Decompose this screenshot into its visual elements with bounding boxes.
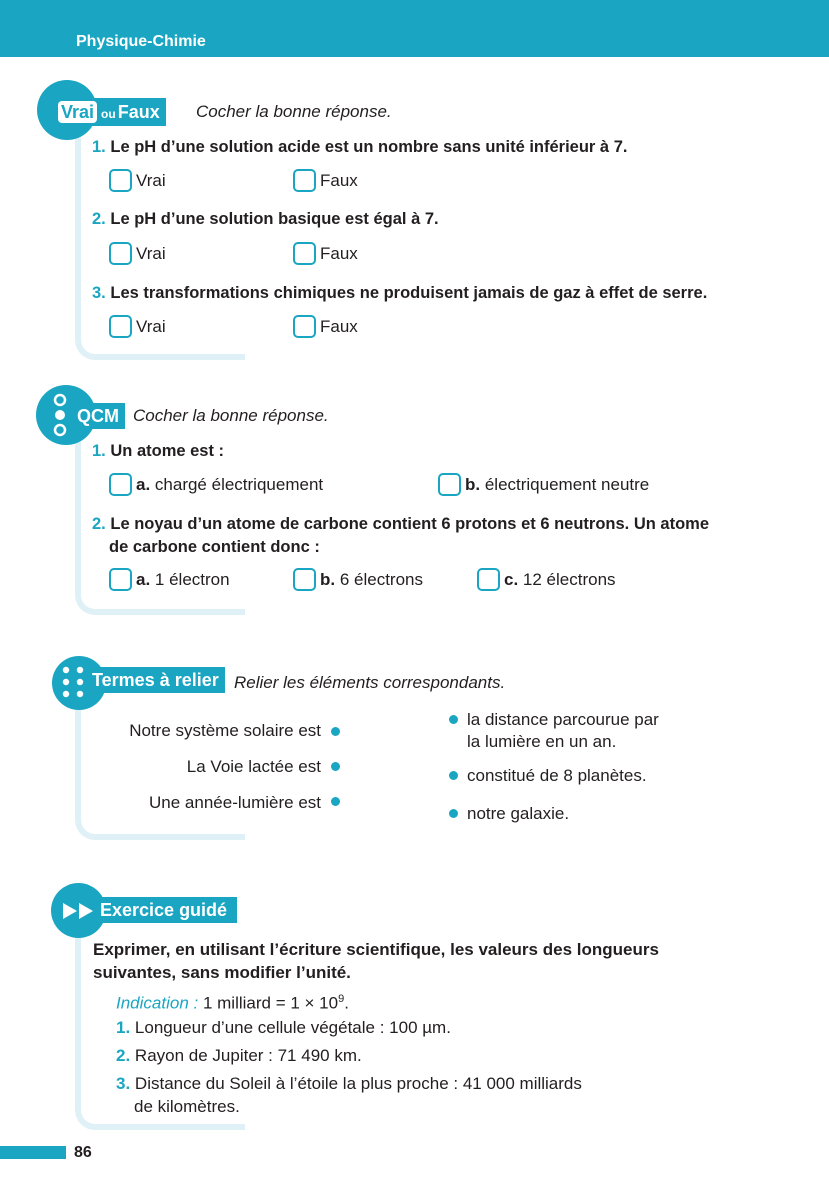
checkbox[interactable] [109, 169, 132, 192]
qcm-options-icon [50, 392, 70, 443]
vrai-faux-badge [52, 98, 166, 126]
relier-right-3: notre galaxie. [467, 804, 570, 823]
qcm-instruction: Cocher la bonne réponse. [133, 406, 329, 425]
relier-left-dot-3[interactable] [331, 797, 340, 806]
badge-ou: ou [101, 107, 116, 121]
vf-question-3: 3. Les transformations chimiques ne produisent jamais de gaz à effet de serre. [92, 284, 708, 302]
relier-left-dot-2[interactable] [331, 762, 340, 771]
checkbox[interactable] [109, 473, 132, 496]
relier-right-2: constitué de 8 planètes. [467, 766, 647, 785]
relier-badge: Termes à relier [86, 667, 225, 693]
relier-right-dot-2[interactable] [449, 771, 458, 780]
fast-forward-icon [63, 901, 97, 926]
page-number: 86 [74, 1144, 92, 1161]
exercice-item-1: 1. Longueur d’une cellule végétale : 100 µm. [116, 1018, 451, 1037]
qcm-badge: QCM [71, 403, 125, 429]
qcm-question-2: 2. Le noyau d’un atome de carbone contient 6 protons et 6 neutrons. Un atome de carbone contient donc : [92, 515, 710, 556]
checkbox[interactable] [109, 315, 132, 338]
checkbox[interactable] [293, 315, 316, 338]
header-bar [0, 0, 829, 57]
exercice-indication: Indication : 1 milliard = $1 \times 10^9$. [116, 993, 349, 1013]
exercice-statement: Exprimer, en utilisant l’écriture scientifique, les valeurs des longueurs suivantes, sans modifier l’unité. [93, 940, 659, 982]
relier-right-dot-3[interactable] [449, 809, 458, 818]
qcm-question-1: 1. Un atome est : [92, 442, 225, 460]
checkbox[interactable] [293, 242, 316, 265]
badge-faux: Faux [117, 102, 160, 122]
subject-title: Physique-Chimie [76, 33, 206, 50]
relier-left-2: La Voie lactée est [186, 757, 321, 776]
vrai-faux-instruction: Cocher la bonne réponse. [196, 102, 392, 121]
relier-left-3: Une année-lumière est [149, 793, 321, 812]
relier-left-1: Notre système solaire est [129, 721, 321, 740]
dots-grid-icon [62, 665, 84, 704]
footer-bar [0, 1146, 66, 1159]
relier-right-dot-1[interactable] [449, 715, 458, 724]
checkbox[interactable] [109, 242, 132, 265]
badge-vrai: Vrai [58, 101, 97, 123]
checkbox[interactable] [438, 473, 461, 496]
checkbox[interactable] [477, 568, 500, 591]
relier-right-1: la distance parcourue par la lumière en un an. [467, 710, 659, 751]
checkbox[interactable] [293, 169, 316, 192]
exercice-badge: Exercice guidé [94, 897, 237, 923]
exercice-item-3: 3. Distance du Soleil à l’étoile la plus proche : 41 000 milliards de kilomètres. [116, 1074, 582, 1116]
vf-question-1: 1. Le pH d’une solution acide est un nombre sans unité inférieur à 7. [92, 138, 628, 156]
checkbox[interactable] [293, 568, 316, 591]
relier-left-dot-1[interactable] [331, 727, 340, 736]
vf-question-2: 2. Le pH d’une solution basique est égal à 7. [92, 210, 439, 228]
relier-instruction: Relier les éléments correspondants. [234, 673, 506, 692]
checkbox[interactable] [109, 568, 132, 591]
exercice-item-2: 2. Rayon de Jupiter : 71 490 km. [116, 1046, 362, 1065]
